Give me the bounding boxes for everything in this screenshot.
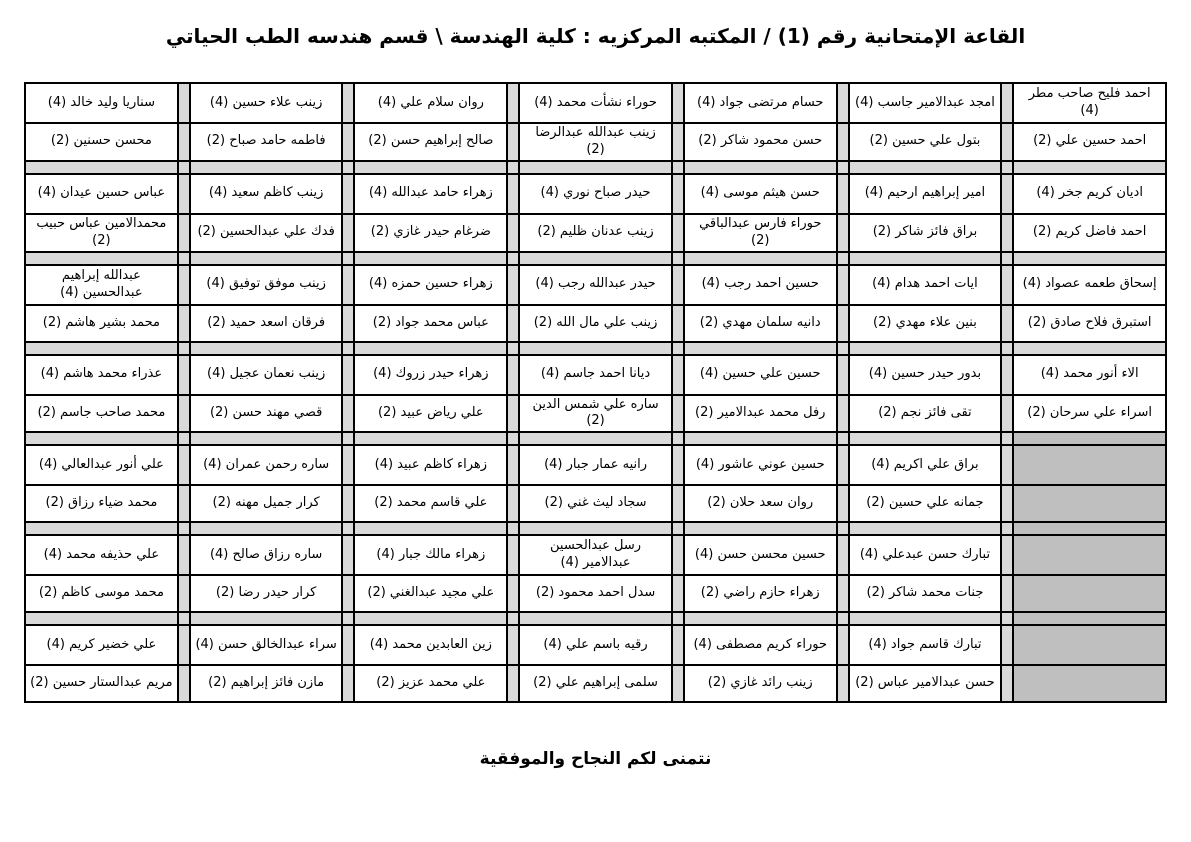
separator-cell <box>342 83 354 123</box>
seat-cell: الاء أنور محمد (4) <box>1013 355 1166 395</box>
empty-seat-cell <box>1013 485 1166 522</box>
separator-cell <box>507 355 519 395</box>
separator-cell <box>507 161 519 174</box>
separator-cell <box>672 395 684 433</box>
separator-cell <box>672 252 684 265</box>
separator-cell <box>25 612 178 625</box>
separator-cell <box>342 665 354 702</box>
seat-cell: علي قاسم محمد (2) <box>354 485 507 522</box>
separator-cell <box>672 214 684 252</box>
seat-cell: حسين محسن حسن (4) <box>684 535 837 575</box>
seat-cell: حوراء فارس عبدالباقي (2) <box>684 214 837 252</box>
separator-cell <box>1001 445 1013 485</box>
separator-cell <box>1001 342 1013 355</box>
separator-cell <box>507 305 519 342</box>
seat-cell: علي حذيفه محمد (4) <box>25 535 178 575</box>
separator-cell <box>837 665 849 702</box>
separator-cell <box>837 161 849 174</box>
seat-cell: حسين عوني عاشور (4) <box>684 445 837 485</box>
separator-cell <box>178 395 190 433</box>
seat-cell: علي مجيد عبدالغني (2) <box>354 575 507 612</box>
separator-cell <box>672 575 684 612</box>
empty-seat-cell <box>1013 665 1166 702</box>
separator-cell <box>672 625 684 665</box>
separator-cell <box>519 252 672 265</box>
seat-cell: حسن هيثم موسى (4) <box>684 174 837 214</box>
separator-cell <box>1001 612 1013 625</box>
separator-cell <box>837 355 849 395</box>
separator-cell <box>1013 252 1166 265</box>
seat-cell: زينب نعمان عجيل (4) <box>190 355 343 395</box>
seat-cell: جمانه علي حسين (2) <box>849 485 1002 522</box>
separator-cell <box>178 123 190 161</box>
separator-cell <box>519 612 672 625</box>
seat-cell: محمد موسى كاظم (2) <box>25 575 178 612</box>
seat-cell: ساره رحمن عمران (4) <box>190 445 343 485</box>
separator-cell <box>672 161 684 174</box>
seat-cell: حسن محمود شاكر (2) <box>684 123 837 161</box>
seat-cell: ضرغام حيدر غازي (2) <box>354 214 507 252</box>
seating-chart <box>24 82 1167 703</box>
seat-cell: رسل عبدالحسين عبدالامير (4) <box>519 535 672 575</box>
separator-cell <box>837 485 849 522</box>
seat-cell: ساره علي شمس الدين (2) <box>519 395 672 433</box>
seat-cell: فاطمه حامد صباح (2) <box>190 123 343 161</box>
separator-cell <box>178 305 190 342</box>
separator-cell <box>837 252 849 265</box>
separator-cell <box>342 625 354 665</box>
separator-cell <box>837 265 849 305</box>
separator-cell <box>837 625 849 665</box>
separator-cell <box>849 161 1002 174</box>
seat-cell: محسن حسنين (2) <box>25 123 178 161</box>
separator-cell <box>1001 83 1013 123</box>
separator-cell <box>507 432 519 445</box>
separator-cell <box>1001 485 1013 522</box>
separator-cell <box>672 305 684 342</box>
seat-cell: رفل محمد عبدالامير (2) <box>684 395 837 433</box>
separator-cell <box>672 665 684 702</box>
seat-cell: زينب رائد غازي (2) <box>684 665 837 702</box>
seat-cell: فرقان اسعد حميد (2) <box>190 305 343 342</box>
separator-cell <box>190 612 343 625</box>
separator-cell <box>849 522 1002 535</box>
separator-cell <box>837 305 849 342</box>
separator-cell <box>178 612 190 625</box>
footer-message: نتمنى لكم النجاح والموفقية <box>479 749 712 770</box>
separator-cell <box>507 252 519 265</box>
separator-cell <box>178 83 190 123</box>
separator-cell <box>178 214 190 252</box>
separator-cell <box>672 612 684 625</box>
seat-cell: إسحاق طعمه عصواد (4) <box>1013 265 1166 305</box>
separator-cell <box>684 252 837 265</box>
empty-seat-cell <box>1013 625 1166 665</box>
separator-cell <box>1001 395 1013 433</box>
separator-cell <box>672 123 684 161</box>
separator-cell <box>1001 252 1013 265</box>
separator-cell <box>837 174 849 214</box>
separator-cell <box>507 575 519 612</box>
seat-cell: رانيه عمار جبار (4) <box>519 445 672 485</box>
seat-cell: محمدالامين عباس حبيب (2) <box>25 214 178 252</box>
separator-cell <box>1001 214 1013 252</box>
separator-cell <box>342 355 354 395</box>
seat-cell: حسام مرتضى جواد (4) <box>684 83 837 123</box>
seat-cell: زهراء حسين حمزه (4) <box>354 265 507 305</box>
separator-cell <box>1013 432 1166 445</box>
seat-cell: اديان كريم جخر (4) <box>1013 174 1166 214</box>
separator-cell <box>190 252 343 265</box>
seat-cell: حوراء كريم مصطفى (4) <box>684 625 837 665</box>
separator-cell <box>190 161 343 174</box>
separator-cell <box>342 123 354 161</box>
separator-cell <box>354 252 507 265</box>
separator-cell <box>849 612 1002 625</box>
separator-cell <box>837 575 849 612</box>
separator-cell <box>672 174 684 214</box>
separator-cell <box>190 432 343 445</box>
separator-cell <box>342 522 354 535</box>
seat-cell: حسن عبدالامير عباس (2) <box>849 665 1002 702</box>
separator-cell <box>507 485 519 522</box>
seat-cell: استبرق فلاح صادق (2) <box>1013 305 1166 342</box>
separator-cell <box>190 342 343 355</box>
separator-cell <box>342 342 354 355</box>
seat-cell: سناريا وليد خالد (4) <box>25 83 178 123</box>
seat-cell: علي أنور عبدالعالي (4) <box>25 445 178 485</box>
separator-cell <box>342 174 354 214</box>
separator-cell <box>837 342 849 355</box>
separator-cell <box>25 522 178 535</box>
separator-cell <box>672 432 684 445</box>
separator-cell <box>178 485 190 522</box>
separator-cell <box>1001 522 1013 535</box>
separator-cell <box>837 612 849 625</box>
seat-cell: بتول علي حسين (2) <box>849 123 1002 161</box>
separator-cell <box>342 305 354 342</box>
seat-cell: امير إبراهيم ارحيم (4) <box>849 174 1002 214</box>
separator-cell <box>1001 535 1013 575</box>
separator-cell <box>507 522 519 535</box>
seat-cell: تبارك حسن عبدعلي (4) <box>849 535 1002 575</box>
seat-cell: حيدر صباح نوري (4) <box>519 174 672 214</box>
seat-cell: زينب موفق توفيق (4) <box>190 265 343 305</box>
seat-cell: محمد بشير هاشم (2) <box>25 305 178 342</box>
separator-cell <box>342 612 354 625</box>
seat-cell: احمد حسين علي (2) <box>1013 123 1166 161</box>
seat-cell: رقيه باسم علي (4) <box>519 625 672 665</box>
seat-cell: دانيه سلمان مهدي (2) <box>684 305 837 342</box>
separator-cell <box>849 342 1002 355</box>
separator-cell <box>1001 305 1013 342</box>
seat-cell: سدل احمد محمود (2) <box>519 575 672 612</box>
separator-cell <box>837 522 849 535</box>
seat-cell: عذراء محمد هاشم (4) <box>25 355 178 395</box>
separator-cell <box>342 252 354 265</box>
separator-cell <box>507 174 519 214</box>
separator-cell <box>178 174 190 214</box>
seat-cell: عباس حسين عيدان (4) <box>25 174 178 214</box>
seat-cell: عباس محمد جواد (2) <box>354 305 507 342</box>
seat-cell: علي محمد عزيز (2) <box>354 665 507 702</box>
seat-cell: محمد ضياء رزاق (2) <box>25 485 178 522</box>
separator-cell <box>342 265 354 305</box>
separator-cell <box>178 665 190 702</box>
seat-cell: زهراء حازم راضي (2) <box>684 575 837 612</box>
separator-cell <box>837 535 849 575</box>
separator-cell <box>25 432 178 445</box>
separator-cell <box>178 445 190 485</box>
seat-cell: زهراء حيدر زروك (4) <box>354 355 507 395</box>
seat-cell: زهراء حامد عبدالله (4) <box>354 174 507 214</box>
seat-cell: براق فائز شاكر (2) <box>849 214 1002 252</box>
seat-cell: ديانا احمد جاسم (4) <box>519 355 672 395</box>
seat-cell: اسراء علي سرحان (2) <box>1013 395 1166 433</box>
separator-cell <box>25 342 178 355</box>
seat-cell: تقى فائز نجم (2) <box>849 395 1002 433</box>
seat-cell: كرار حيدر رضا (2) <box>190 575 343 612</box>
separator-cell <box>849 432 1002 445</box>
seat-cell: ايات احمد هدام (4) <box>849 265 1002 305</box>
separator-cell <box>1001 432 1013 445</box>
seat-cell: تبارك قاسم جواد (4) <box>849 625 1002 665</box>
separator-cell <box>507 123 519 161</box>
separator-cell <box>354 612 507 625</box>
seat-cell: زينب عدنان ظليم (2) <box>519 214 672 252</box>
separator-cell <box>672 522 684 535</box>
seat-cell: ساره رزاق صالح (4) <box>190 535 343 575</box>
separator-cell <box>507 535 519 575</box>
page-title: القاعة الإمتحانية رقم (1) / المكتبه المركزيه : كلية الهندسة \ قسم هندسه الطب الحياتي <box>165 24 1026 48</box>
separator-cell <box>1001 123 1013 161</box>
separator-cell <box>837 395 849 433</box>
separator-cell <box>178 265 190 305</box>
seat-cell: كرار جميل مهنه (2) <box>190 485 343 522</box>
separator-cell <box>342 575 354 612</box>
seat-cell: سجاد ليث غني (2) <box>519 485 672 522</box>
seat-cell: سلمى إبراهيم علي (2) <box>519 665 672 702</box>
seat-cell: زينب عبدالله عبدالرضا (2) <box>519 123 672 161</box>
seating-table <box>24 82 1167 703</box>
separator-cell <box>25 161 178 174</box>
separator-cell <box>1001 265 1013 305</box>
seat-cell: زينب علي مال الله (2) <box>519 305 672 342</box>
separator-cell <box>507 83 519 123</box>
separator-cell <box>1013 342 1166 355</box>
seat-cell: حسين علي حسين (4) <box>684 355 837 395</box>
separator-cell <box>507 265 519 305</box>
seat-cell: علي خضير كريم (4) <box>25 625 178 665</box>
seat-cell: زهراء مالك جبار (4) <box>354 535 507 575</box>
separator-cell <box>178 252 190 265</box>
seat-cell: مريم عبدالستار حسين (2) <box>25 665 178 702</box>
separator-cell <box>1013 612 1166 625</box>
separator-cell <box>519 342 672 355</box>
separator-cell <box>1001 575 1013 612</box>
separator-cell <box>672 265 684 305</box>
separator-cell <box>507 665 519 702</box>
seat-cell: زينب علاء حسين (4) <box>190 83 343 123</box>
empty-seat-cell <box>1013 535 1166 575</box>
separator-cell <box>1001 665 1013 702</box>
seat-cell: مازن فائز إبراهيم (2) <box>190 665 343 702</box>
separator-cell <box>507 214 519 252</box>
seat-cell: بنين علاء مهدي (2) <box>849 305 1002 342</box>
separator-cell <box>519 432 672 445</box>
separator-cell <box>507 395 519 433</box>
seat-cell: علي رياض عبيد (2) <box>354 395 507 433</box>
separator-cell <box>178 355 190 395</box>
separator-cell <box>178 342 190 355</box>
seat-cell: روان سعد حلان (2) <box>684 485 837 522</box>
separator-cell <box>342 445 354 485</box>
separator-cell <box>684 522 837 535</box>
seat-cell: حوراء نشأت محمد (4) <box>519 83 672 123</box>
separator-cell <box>519 522 672 535</box>
separator-cell <box>507 625 519 665</box>
separator-cell <box>507 612 519 625</box>
separator-cell <box>507 342 519 355</box>
separator-cell <box>672 535 684 575</box>
seat-cell: سراء عبدالخالق حسن (4) <box>190 625 343 665</box>
separator-cell <box>342 535 354 575</box>
seat-cell: محمد صاحب جاسم (2) <box>25 395 178 433</box>
separator-cell <box>354 161 507 174</box>
separator-cell <box>672 445 684 485</box>
separator-cell <box>672 355 684 395</box>
separator-cell <box>354 342 507 355</box>
seat-cell: احمد فليح صاحب مطر (4) <box>1013 83 1166 123</box>
seat-cell: احمد فاضل كريم (2) <box>1013 214 1166 252</box>
separator-cell <box>1013 522 1166 535</box>
separator-cell <box>342 395 354 433</box>
separator-cell <box>1001 161 1013 174</box>
separator-cell <box>837 123 849 161</box>
separator-cell <box>178 625 190 665</box>
separator-cell <box>672 342 684 355</box>
separator-cell <box>354 522 507 535</box>
separator-cell <box>1013 161 1166 174</box>
seat-cell: عبدالله إبراهيم عبدالحسين (4) <box>25 265 178 305</box>
separator-cell <box>684 161 837 174</box>
separator-cell <box>354 432 507 445</box>
separator-cell <box>190 522 343 535</box>
seat-cell: زهراء كاظم عبيد (4) <box>354 445 507 485</box>
separator-cell <box>507 445 519 485</box>
separator-cell <box>342 485 354 522</box>
separator-cell <box>672 83 684 123</box>
seat-cell: جنات محمد شاكر (2) <box>849 575 1002 612</box>
empty-seat-cell <box>1013 445 1166 485</box>
empty-seat-cell <box>1013 575 1166 612</box>
seat-cell: بدور حيدر حسين (4) <box>849 355 1002 395</box>
seat-cell: براق علي اكريم (4) <box>849 445 1002 485</box>
separator-cell <box>1001 174 1013 214</box>
separator-cell <box>684 342 837 355</box>
separator-cell <box>342 432 354 445</box>
separator-cell <box>849 252 1002 265</box>
seat-cell: صالح إبراهيم حسن (2) <box>354 123 507 161</box>
seat-cell: فدك علي عبدالحسين (2) <box>190 214 343 252</box>
separator-cell <box>178 535 190 575</box>
separator-cell <box>837 214 849 252</box>
seat-cell: زينب كاظم سعيد (4) <box>190 174 343 214</box>
separator-cell <box>1001 625 1013 665</box>
seat-cell: حسين احمد رجب (4) <box>684 265 837 305</box>
separator-cell <box>837 445 849 485</box>
separator-cell <box>672 485 684 522</box>
separator-cell <box>1001 355 1013 395</box>
separator-cell <box>837 432 849 445</box>
seat-cell: امجد عبدالامير جاسب (4) <box>849 83 1002 123</box>
separator-cell <box>342 161 354 174</box>
seat-cell: قصي مهند حسن (2) <box>190 395 343 433</box>
seat-cell: روان سلام علي (4) <box>354 83 507 123</box>
separator-cell <box>837 83 849 123</box>
separator-cell <box>684 432 837 445</box>
separator-cell <box>178 432 190 445</box>
separator-cell <box>178 161 190 174</box>
separator-cell <box>178 522 190 535</box>
separator-cell <box>684 612 837 625</box>
separator-cell <box>519 161 672 174</box>
separator-cell <box>25 252 178 265</box>
seat-cell: حيدر عبدالله رجب (4) <box>519 265 672 305</box>
separator-cell <box>342 214 354 252</box>
separator-cell <box>178 575 190 612</box>
seat-cell: زين العابدين محمد (4) <box>354 625 507 665</box>
